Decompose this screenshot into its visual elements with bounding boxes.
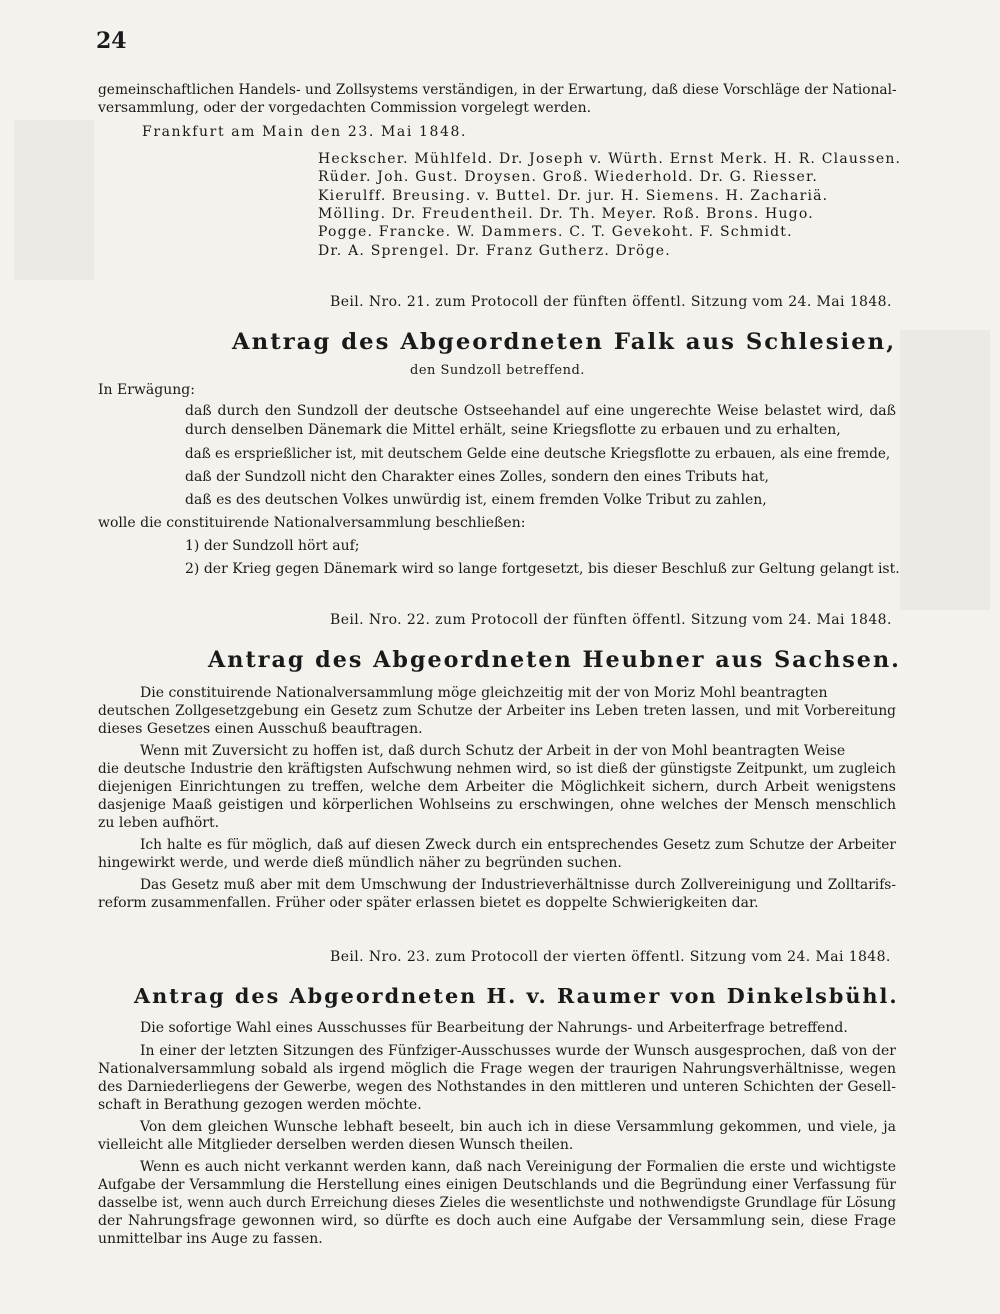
page-number: 24 [96,28,127,54]
body-line: 1) der Sundzoll hört auf; [185,538,360,554]
body-line: des Darniederliegens der Gewerbe, wegen des Nothstandes in den mittleren und unteren Schichten der Gesell- [98,1079,896,1095]
body-line: durch denselben Dänemark die Mittel erhält, seine Kriegsflotte zu erbauen und zu erhalten, [185,422,841,438]
body-line: deutschen Zollgesetzgebung ein Gesetz zum Schutze der Arbeiter ins Leben treten lassen, und mit Vorbereitung [98,703,896,719]
signature-line: Dr. A. Sprengel. Dr. Franz Gutherz. Dröge. [318,243,671,259]
place-date: Frankfurt am Main den 23. Mai 1848. [142,124,468,140]
body-line: Wenn mit Zuversicht zu hoffen ist, daß durch Schutz der Arbeit in der von Mohl beantragten Weise [140,743,846,759]
signature-line: Rüder. Joh. Gust. Droysen. Groß. Wiederhold. Dr. G. Riesser. [318,169,818,185]
beilage-reference: Beil. Nro. 21. zum Protocoll der fünften öffentl. Sitzung vom 24. Mai 1848. [330,294,892,310]
body-line: Aufgabe der Versammlung die Herstellung eines einigen Deutschlands und die Begründung einer Verfassung für [98,1177,896,1193]
body-line: In einer der letzten Sitzungen des Fünfziger-Ausschusses wurde der Wunsch ausgesprochen, daß von der [140,1043,896,1059]
body-line: daß durch den Sundzoll der deutsche Ostseehandel auf eine ungerechte Weise belastet wird, daß [185,403,896,419]
section-subtitle: den Sundzoll betreffend. [410,363,585,378]
body-line: dasjenige Maaß geistigen und körperlichen Wohlseins zu erschwingen, ohne welches der Mensch menschlich [98,797,896,813]
body-line: Die constituirende Nationalversammlung möge gleichzeitig mit der von Moriz Mohl beantragten [140,685,828,701]
bleed-through-shadow [900,330,990,610]
signature-line: Heckscher. Mühlfeld. Dr. Joseph v. Würth. Ernst Merk. H. R. Claussen. [318,151,902,167]
signature-line: Pogge. Francke. W. Dammers. C. T. Gevekoht. F. Schmidt. [318,224,793,240]
body-line: wolle die constituirende Nationalversammlung beschließen: [98,515,526,531]
bleed-through-shadow [14,120,94,280]
body-line: daß es des deutschen Volkes unwürdig ist, einem fremden Volke Tribut zu zahlen, [185,492,767,508]
body-line: Wenn es auch nicht verkannt werden kann, daß nach Vereinigung der Formalien die erste und wichtigste [140,1159,896,1175]
body-line: dieses Gesetzes einen Ausschuß beauftragen. [98,721,423,737]
intro-line: versammlung, oder der vorgedachten Commission vorgelegt werden. [98,100,592,116]
body-line: der Nahrungsfrage gewonnen wird, so dürfte es doch auch eine Aufgabe der Versammlung sein, diese Frage [98,1213,896,1229]
body-line: diejenigen Einrichtungen zu treffen, welche dem Arbeiter die Möglichkeit sichern, durch Arbeit wenigstens [98,779,896,795]
body-line: Nationalversammlung sobald als irgend möglich die Frage wegen der traurigen Nahrungsverhältnisse, wegen [98,1061,896,1077]
body-line: Das Gesetz muß aber mit dem Umschwung der Industrieverhältnisse durch Zollvereinigung und Zolltarifs- [140,877,896,893]
body-line: daß der Sundzoll nicht den Charakter eines Zolles, sondern den eines Tributs hat, [185,469,769,485]
section-heading: Antrag des Abgeordneten Falk aus Schlesien, [232,329,897,355]
beilage-reference: Beil. Nro. 23. zum Protocoll der vierten öffentl. Sitzung vom 24. Mai 1848. [330,949,891,965]
intro-line: gemeinschaftlichen Handels- und Zollsystems verständigen, in der Erwartung, daß diese Vorschläge der National- [98,82,897,98]
section-heading: Antrag des Abgeordneten H. v. Raumer von Dinkelsbühl. [134,984,899,1008]
body-line: Die sofortige Wahl eines Ausschusses für Bearbeitung der Nahrungs- und Arbeiterfrage betreffend. [140,1020,848,1036]
body-line: zu leben aufhört. [98,815,220,831]
body-line: vielleicht alle Mitglieder derselben werden diesen Wunsch theilen. [98,1137,574,1153]
section-heading: Antrag des Abgeordneten Heubner aus Sachsen. [208,647,901,673]
signature-line: Mölling. Dr. Freudentheil. Dr. Th. Meyer. Roß. Brons. Hugo. [318,206,814,222]
body-line: die deutsche Industrie den kräftigsten Aufschwung nehmen wird, so ist dieß der günstigste Zeitpunkt, um zugleich [98,761,896,777]
body-line: unmittelbar ins Auge zu fassen. [98,1231,323,1247]
beilage-reference: Beil. Nro. 22. zum Protocoll der fünften öffentl. Sitzung vom 24. Mai 1848. [330,612,892,628]
body-line: schaft in Berathung gezogen werden möchte. [98,1097,422,1113]
body-line: 2) der Krieg gegen Dänemark wird so lange fortgesetzt, bis dieser Beschluß zur Geltung gelangt ist. [185,561,900,577]
body-line: daß es ersprießlicher ist, mit deutschem Gelde eine deutsche Kriegsflotte zu erbauen, als eine fremde, [185,446,891,462]
body-line: dasselbe ist, wenn auch durch Erreichung dieses Zieles die wesentlichste und nothwendigste Grundlage für Lösung [98,1195,896,1211]
body-line: Ich halte es für möglich, daß auf diesen Zweck durch ein entsprechendes Gesetz zum Schutze der Arbeiter [140,837,896,853]
signature-line: Kierulff. Breusing. v. Buttel. Dr. jur. H. Siemens. H. Zachariä. [318,188,829,204]
body-line: reform zusammenfallen. Früher oder später erlassen bietet es doppelte Schwierigkeiten dar. [98,895,759,911]
body-line: In Erwägung: [98,382,195,398]
body-line: Von dem gleichen Wunsche lebhaft beseelt, bin auch ich in diese Versammlung gekommen, und viele, ja [140,1119,896,1135]
body-line: hingewirkt werde, und werde dieß mündlich näher zu begründen suchen. [98,855,622,871]
